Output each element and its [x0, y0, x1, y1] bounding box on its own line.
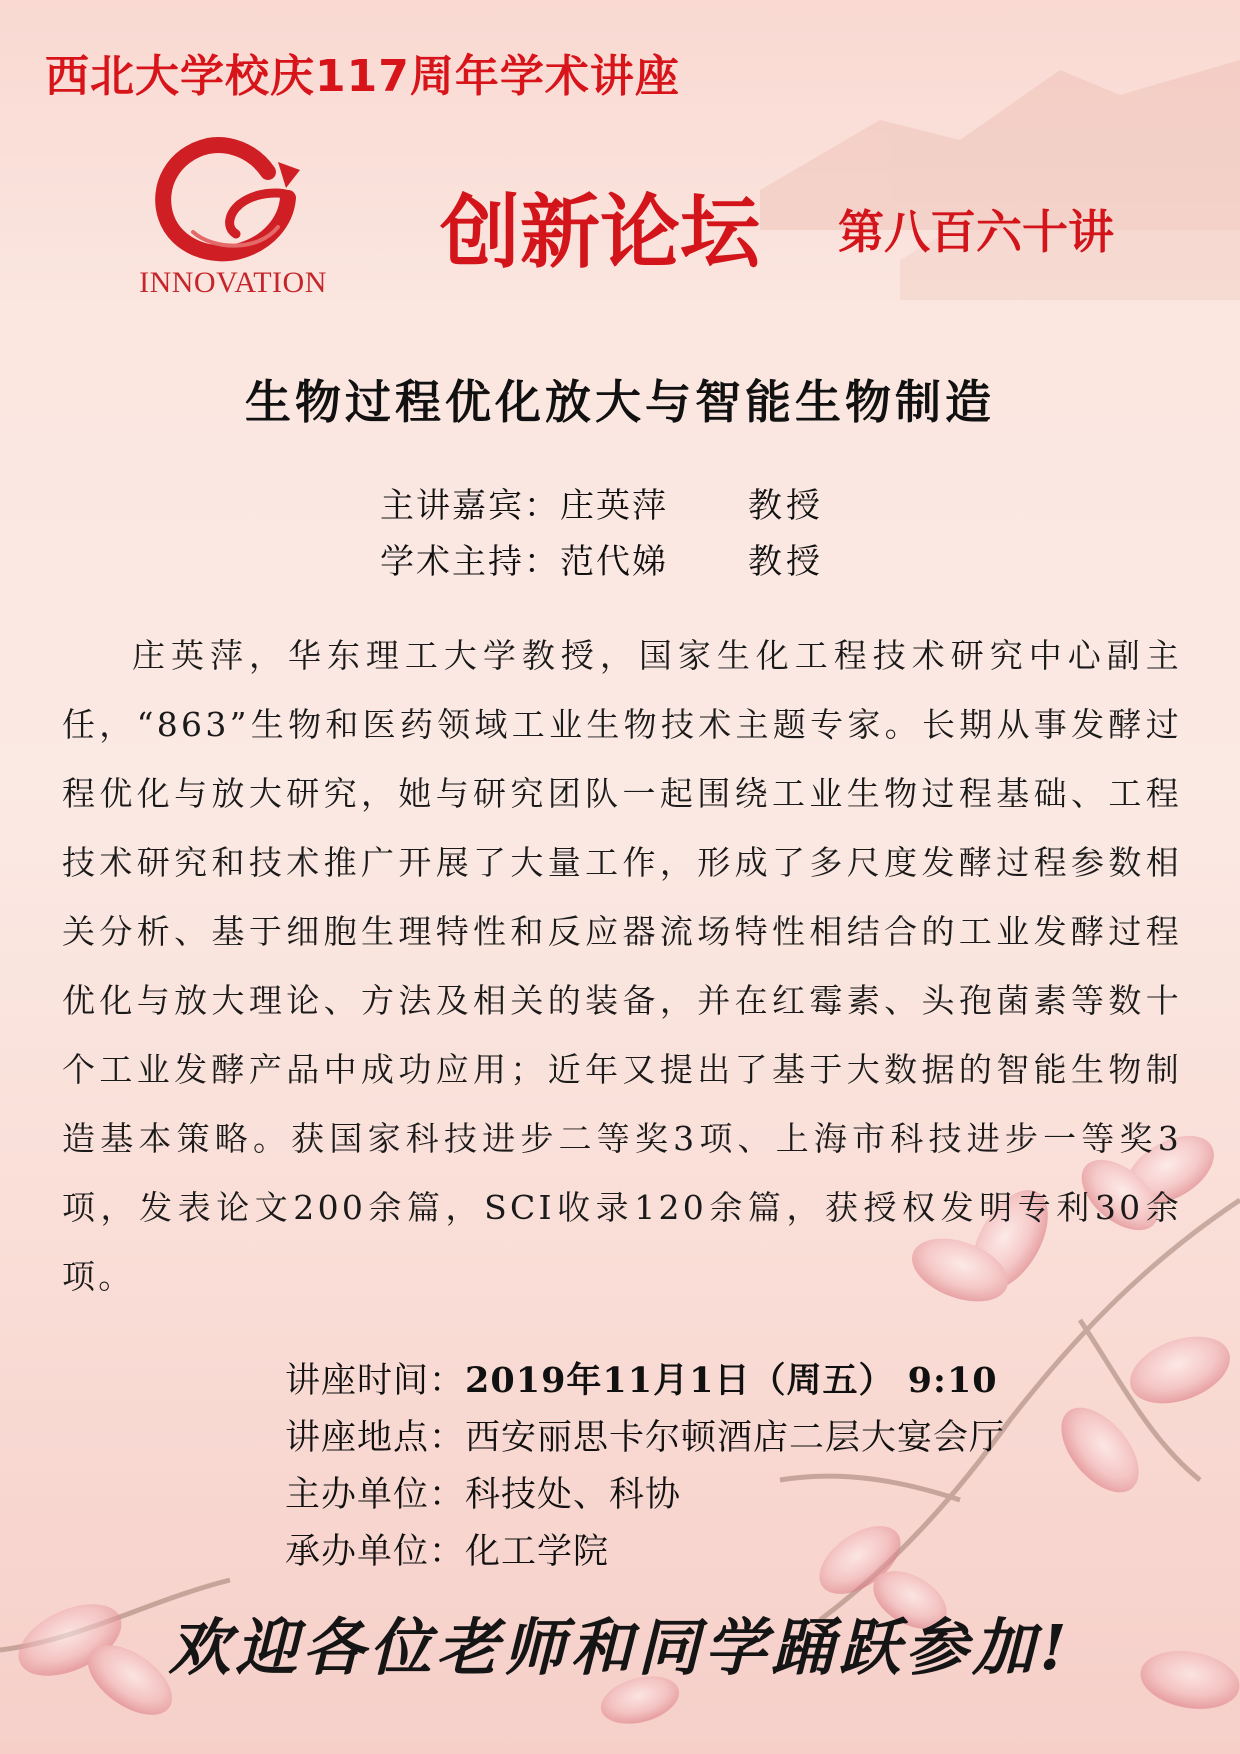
lecture-number: 第八百六十讲	[838, 205, 1114, 259]
detail-venue	[285, 1410, 1005, 1467]
host-row	[380, 534, 824, 590]
detail-host-unit-label: 承办单位：	[285, 1532, 466, 1572]
lecture-title: 生物过程优化放大与智能生物制造	[245, 375, 995, 429]
detail-host-unit-value: 化工学院	[465, 1532, 610, 1572]
speaker-label: 主讲嘉宾：	[380, 486, 560, 526]
speaker-name: 庄英萍	[560, 486, 668, 526]
detail-venue-value: 西安丽思卡尔顿酒店二层大宴会厅	[465, 1418, 1006, 1458]
detail-time-label: 讲座时间：	[285, 1361, 466, 1401]
host-label: 学术主持：	[380, 542, 560, 582]
detail-time	[285, 1352, 1005, 1410]
detail-venue-label: 讲座地点：	[285, 1418, 466, 1458]
event-title: 西北大学校庆117周年学术讲座	[45, 51, 680, 102]
host-title: 教授	[748, 542, 824, 582]
speaker-title: 教授	[748, 486, 824, 526]
people-list	[380, 478, 824, 590]
detail-organizer	[285, 1467, 1005, 1524]
detail-organizer-label: 主办单位：	[285, 1475, 466, 1515]
welcome-message: 欢迎各位老师和同学踊跃参加!	[168, 1611, 1072, 1684]
speaker-bio: 庄英萍，华东理工大学教授，国家生化工程技术研究中心副主任，“863”生物和医药领域工业生物技术主题专家。长期从事发酵过程优化与放大研究，她与研究团队一起围绕工业生物过程基础、工程技术研究和技术推广开展了大量工作，形成了多尺度发酵过程参数相关分析、基于细胞生理特性和反应器流场特性相结合的工业发酵过程优化与放大理论、方法及相关的装备，并在红霉素、头孢菌素等数十个工业发酵产品中成功应用；近年又提出了基于大数据的智能生物制造基本策略。获国家科技进步二等奖3项、上海市科技进步一等奖3项，发表论文200余篇，SCI收录120余篇，获授权发明专利30余项。	[62, 636, 1182, 1296]
detail-host-unit	[285, 1524, 1005, 1581]
innovation-logo	[118, 132, 348, 302]
host-name: 范代娣	[560, 542, 668, 582]
speaker-row	[380, 478, 824, 534]
forum-name: 创新论坛	[440, 186, 760, 279]
logo-text: INNOVATION	[139, 266, 327, 299]
detail-organizer-value: 科技处、科协	[465, 1475, 682, 1515]
event-details	[285, 1352, 1005, 1581]
innovation-logo-icon	[118, 132, 348, 266]
detail-time-value: 2019年11月1日（周五） 9:10	[465, 1360, 998, 1401]
mountains	[760, 60, 1240, 300]
